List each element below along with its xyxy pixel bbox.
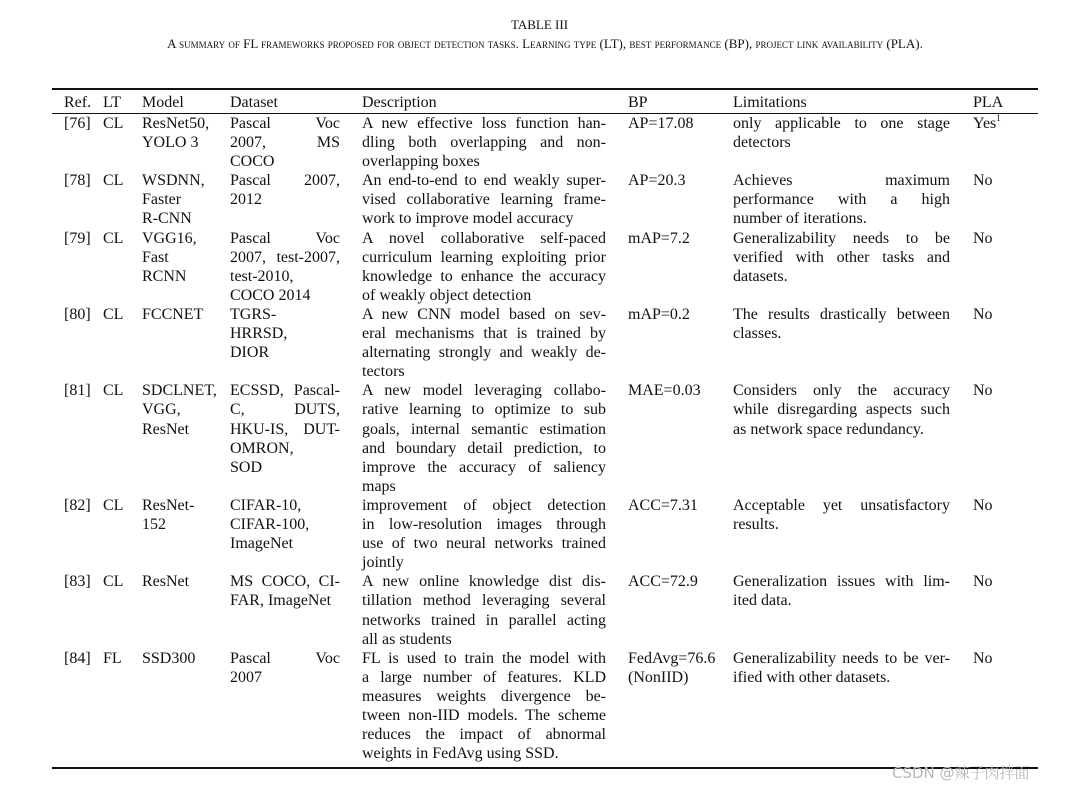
cell-dataset-line: Pascal 2007, — [230, 172, 340, 190]
cell-bp-line: mAP=7.2 — [628, 229, 690, 247]
cell-description-line: of weakly object detection — [362, 286, 532, 304]
cell-model-line: VGG, — [142, 401, 181, 419]
cell-description-line: reduces the impact of abnormal — [362, 726, 606, 744]
cell-model-line: R-CNN — [142, 210, 192, 228]
cell-limitations-line: Generalizability needs to be ver- — [733, 649, 950, 667]
cell-pla — [973, 572, 1023, 591]
cell-description-line: A new CNN model based on sev- — [362, 305, 606, 323]
cell-lt — [103, 171, 139, 190]
cell-dataset — [230, 649, 340, 687]
cell-dataset-line: HRRSD, — [230, 325, 288, 343]
top-rule — [52, 88, 1038, 90]
cell-bp — [628, 305, 728, 324]
cell-dataset-line: MS COCO, CI- — [230, 573, 340, 591]
cell-description — [362, 381, 606, 496]
cell-description-line: goals, internal semantic estimation — [362, 420, 606, 438]
cell-bp — [628, 171, 728, 190]
cell-model-line: ResNet — [142, 573, 190, 591]
cell-limitations-line: as network space redundancy. — [733, 420, 924, 438]
cell-description-line: networks trained in parallel acting — [362, 611, 606, 629]
cell-description — [362, 114, 606, 171]
header-lt: LT — [103, 94, 122, 111]
cell-description-line: in low-resolution images through — [362, 516, 606, 534]
cell-limitations-line: datasets. — [733, 267, 788, 285]
cell-ref-text: [78] — [64, 172, 91, 190]
cell-description-line: weights in FedAvg using SSD. — [362, 745, 559, 763]
cell-pla-text: No — [973, 229, 993, 247]
table-body — [0, 114, 1079, 763]
cell-bp-line: ACC=7.31 — [628, 496, 698, 514]
cell-limitations — [733, 496, 950, 534]
cell-lt-text: CL — [103, 305, 124, 323]
cell-bp — [628, 229, 728, 248]
cell-limitations — [733, 572, 950, 610]
cell-description-line: improve the accuracy of saliency — [362, 458, 606, 476]
cell-pla — [973, 649, 1023, 668]
table-title: TABLE III — [510, 17, 569, 32]
cell-model-line: RCNN — [142, 267, 187, 285]
cell-ref — [64, 171, 100, 190]
cell-limitations — [733, 649, 950, 687]
cell-model-line: YOLO 3 — [142, 134, 199, 152]
cell-description-line: dling both overlapping and non- — [362, 134, 606, 152]
cell-description-line: a large number of features. KLD — [362, 668, 606, 686]
table-row — [0, 649, 1079, 764]
table-row — [0, 572, 1079, 648]
cell-model-line: Faster — [142, 191, 182, 209]
cell-description — [362, 649, 606, 764]
cell-description-line: all as students — [362, 630, 452, 648]
cell-description — [362, 496, 606, 572]
cell-lt-text: CL — [103, 382, 124, 400]
cell-model-line: WSDNN, — [142, 172, 205, 190]
header-description: Description — [362, 94, 437, 111]
cell-dataset-line: Pascal Voc — [230, 649, 340, 667]
cell-bp — [628, 572, 728, 591]
cell-description-line: eral mechanisms that is trained by — [362, 325, 606, 343]
cell-lt — [103, 229, 139, 248]
cell-description-line: An end-to-end to end weakly super- — [362, 172, 606, 190]
cell-model — [142, 171, 224, 228]
cell-description-line: use of two neural networks trained — [362, 535, 606, 553]
header-dataset: Dataset — [230, 94, 278, 111]
cell-ref — [64, 114, 100, 133]
cell-description-line: A novel collaborative self-paced — [362, 229, 606, 247]
table-header — [0, 93, 1079, 112]
cell-dataset-line: 2012 — [230, 191, 262, 209]
cell-model — [142, 496, 224, 534]
cell-ref-text: [76] — [64, 115, 91, 132]
cell-model-line: SDCLNET, — [142, 382, 217, 400]
cell-description-line: measures weights divergence be- — [362, 687, 606, 705]
cell-pla — [973, 305, 1023, 324]
cell-bp — [628, 496, 728, 515]
header-limitations: Limitations — [733, 94, 807, 111]
cell-description-line: jointly — [362, 554, 404, 572]
cell-bp-line: ACC=72.9 — [628, 573, 698, 591]
cell-dataset — [230, 572, 340, 610]
cell-limitations-line: Generalization issues with lim- — [733, 573, 950, 591]
cell-bp — [628, 381, 728, 400]
cell-description-line: knowledge to enhance the accuracy — [362, 267, 606, 285]
cell-pla-text: Yes — [973, 115, 997, 132]
cell-description-line: work to improve model accuracy — [362, 210, 574, 228]
cell-pla-text: No — [973, 382, 993, 400]
cell-description-line: curriculum learning exploiting prior — [362, 248, 606, 266]
cell-bp-line: AP=20.3 — [628, 172, 686, 190]
cell-dataset-line: CIFAR-100, — [230, 516, 310, 534]
cell-description-line: A new model leveraging collabo- — [362, 382, 606, 400]
cell-description-line: and boundary detail prediction, to — [362, 439, 606, 457]
cell-dataset-line: SOD — [230, 458, 263, 476]
cell-pla-text: No — [973, 649, 993, 667]
cell-dataset-line: 2007, MS — [230, 134, 340, 152]
table-row — [0, 305, 1079, 381]
cell-bp-line: MAE=0.03 — [628, 382, 701, 400]
cell-model — [142, 572, 224, 591]
cell-description-line: vised collaborative learning frame- — [362, 191, 606, 209]
cell-lt-text: CL — [103, 496, 124, 514]
cell-ref-text: [79] — [64, 229, 91, 247]
table-row — [0, 496, 1079, 572]
cell-bp — [628, 114, 728, 133]
header-bp: BP — [628, 94, 648, 111]
cell-limitations-line: number of iterations. — [733, 210, 867, 228]
cell-limitations — [733, 381, 950, 438]
cell-limitations — [733, 171, 950, 228]
cell-model-line: SSD300 — [142, 649, 196, 667]
cell-limitations-line: only applicable to one stage — [733, 115, 950, 132]
cell-ref-text: [83] — [64, 573, 91, 591]
cell-lt-text: FL — [103, 649, 122, 667]
cell-ref — [64, 496, 100, 515]
cell-model-line: ResNet — [142, 420, 190, 438]
cell-limitations-line: Acceptable yet unsatisfactory — [733, 496, 950, 514]
header-ref: Ref. — [64, 94, 92, 111]
cell-ref — [64, 649, 100, 668]
bottom-rule — [52, 767, 1038, 769]
cell-pla — [973, 171, 1023, 190]
cell-ref-text: [82] — [64, 496, 91, 514]
cell-model — [142, 381, 224, 438]
cell-ref-text: [84] — [64, 649, 91, 667]
cell-dataset-line: DIOR — [230, 344, 270, 362]
cell-description-line: rative learning to optimize to sub — [362, 401, 606, 419]
cell-dataset-line: Pascal Voc — [230, 229, 340, 247]
footnote-marker: 1 — [996, 113, 1001, 123]
cell-description — [362, 572, 606, 648]
cell-dataset-line: CIFAR-10, — [230, 496, 302, 514]
cell-dataset-line: TGRS- — [230, 305, 277, 323]
table-row — [0, 229, 1079, 305]
cell-dataset — [230, 229, 340, 305]
cell-limitations-line: ified with other datasets. — [733, 668, 891, 686]
cell-model — [142, 114, 224, 152]
cell-description-line: overlapping boxes — [362, 153, 480, 171]
cell-limitations — [733, 114, 950, 152]
cell-limitations-line: ited data. — [733, 592, 792, 610]
cell-dataset — [230, 114, 340, 171]
cell-limitations-line: classes. — [733, 325, 782, 343]
cell-dataset-line: 2007 — [230, 668, 262, 686]
cell-description-line: tectors — [362, 363, 405, 381]
cell-dataset-line: ECSSD, Pascal- — [230, 382, 340, 400]
cell-model-line: ResNet50, — [142, 115, 210, 132]
cell-limitations-line: verified with other tasks and — [733, 248, 950, 266]
cell-ref — [64, 305, 100, 324]
cell-dataset-line: ImageNet — [230, 535, 294, 553]
cell-limitations-line: detectors — [733, 134, 791, 152]
cell-dataset-line: COCO 2014 — [230, 286, 311, 304]
cell-lt — [103, 305, 139, 324]
cell-bp-line: AP=17.08 — [628, 115, 694, 132]
cell-ref-text: [80] — [64, 305, 91, 323]
cell-model — [142, 305, 224, 324]
cell-description-line: FL is used to train the model with — [362, 649, 606, 667]
cell-description-line: A new effective loss function han- — [362, 115, 606, 132]
cell-bp — [628, 649, 728, 687]
cell-dataset — [230, 171, 340, 209]
cell-lt-text: CL — [103, 115, 124, 132]
cell-description-line: tween non-IID models. The scheme — [362, 707, 606, 725]
cell-pla — [973, 496, 1023, 515]
cell-pla-text: No — [973, 305, 993, 323]
cell-limitations-line: Generalizability needs to be — [733, 229, 950, 247]
cell-lt — [103, 381, 139, 400]
cell-dataset-line: OMRON, — [230, 439, 294, 457]
cell-model-line: ResNet- — [142, 496, 195, 514]
cell-limitations-line: Achieves maximum — [733, 172, 950, 190]
cell-description-line: A new online knowledge dist dis- — [362, 573, 606, 591]
cell-limitations — [733, 229, 950, 286]
cell-ref-text: [81] — [64, 382, 91, 400]
table-caption: A summary of FL frameworks proposed for object detection tasks. Learning type (LT), best performance (BP), project link availability (PLA). — [167, 36, 923, 51]
cell-limitations-line: results. — [733, 516, 779, 534]
cell-limitations-line: performance with a high — [733, 191, 950, 209]
cell-pla — [973, 114, 1023, 133]
cell-model-line: Fast — [142, 248, 169, 266]
cell-dataset-line: HKU-IS, DUT- — [230, 420, 340, 438]
cell-ref — [64, 381, 100, 400]
cell-lt — [103, 649, 139, 668]
cell-limitations-line: Considers only the accuracy — [733, 382, 950, 400]
cell-model — [142, 649, 224, 668]
cell-limitations-line: The results drastically between — [733, 305, 950, 323]
cell-bp-line: FedAvg=76.6 — [628, 649, 716, 667]
cell-model-line: FCCNET — [142, 305, 204, 323]
cell-pla-text: No — [973, 573, 993, 591]
cell-limitations-line: while disregarding aspects such — [733, 401, 950, 419]
cell-bp-line: (NonIID) — [628, 668, 689, 686]
cell-limitations — [733, 305, 950, 343]
table-row — [0, 114, 1079, 171]
cell-bp-line: mAP=0.2 — [628, 305, 690, 323]
cell-dataset-line: 2007, test-2007, — [230, 248, 340, 266]
cell-lt-text: CL — [103, 573, 124, 591]
header-model: Model — [142, 94, 184, 111]
cell-pla-text: No — [973, 172, 993, 190]
cell-dataset-line: test-2010, — [230, 267, 294, 285]
table-row — [0, 171, 1079, 228]
cell-dataset — [230, 496, 340, 553]
cell-lt — [103, 496, 139, 515]
cell-lt — [103, 572, 139, 591]
cell-dataset-line: C, DUTS, — [230, 401, 340, 419]
cell-dataset-line: COCO — [230, 153, 275, 171]
cell-ref — [64, 229, 100, 248]
cell-description-line: maps — [362, 477, 396, 495]
cell-lt — [103, 114, 139, 133]
table-row — [0, 381, 1079, 496]
cell-pla-text: No — [973, 496, 993, 514]
watermark: CSDN @辣子肉拌面 — [892, 764, 1030, 782]
cell-model — [142, 229, 224, 286]
cell-description-line: improvement of object detection — [362, 496, 606, 514]
cell-pla — [973, 381, 1023, 400]
cell-dataset — [230, 381, 340, 476]
cell-description — [362, 171, 606, 228]
cell-description — [362, 305, 606, 381]
cell-ref — [64, 572, 100, 591]
cell-model-line: VGG16, — [142, 229, 197, 247]
cell-dataset-line: FAR, ImageNet — [230, 592, 332, 610]
cell-description-line: tillation method leveraging several — [362, 592, 606, 610]
cell-pla — [973, 229, 1023, 248]
cell-lt-text: CL — [103, 172, 124, 190]
header-pla: PLA — [973, 94, 1004, 111]
cell-dataset — [230, 305, 340, 362]
cell-dataset-line: Pascal Voc — [230, 115, 340, 132]
cell-lt-text: CL — [103, 229, 124, 247]
cell-description — [362, 229, 606, 305]
cell-model-line: 152 — [142, 516, 166, 534]
cell-description-line: alternating strongly and weakly de- — [362, 344, 606, 362]
